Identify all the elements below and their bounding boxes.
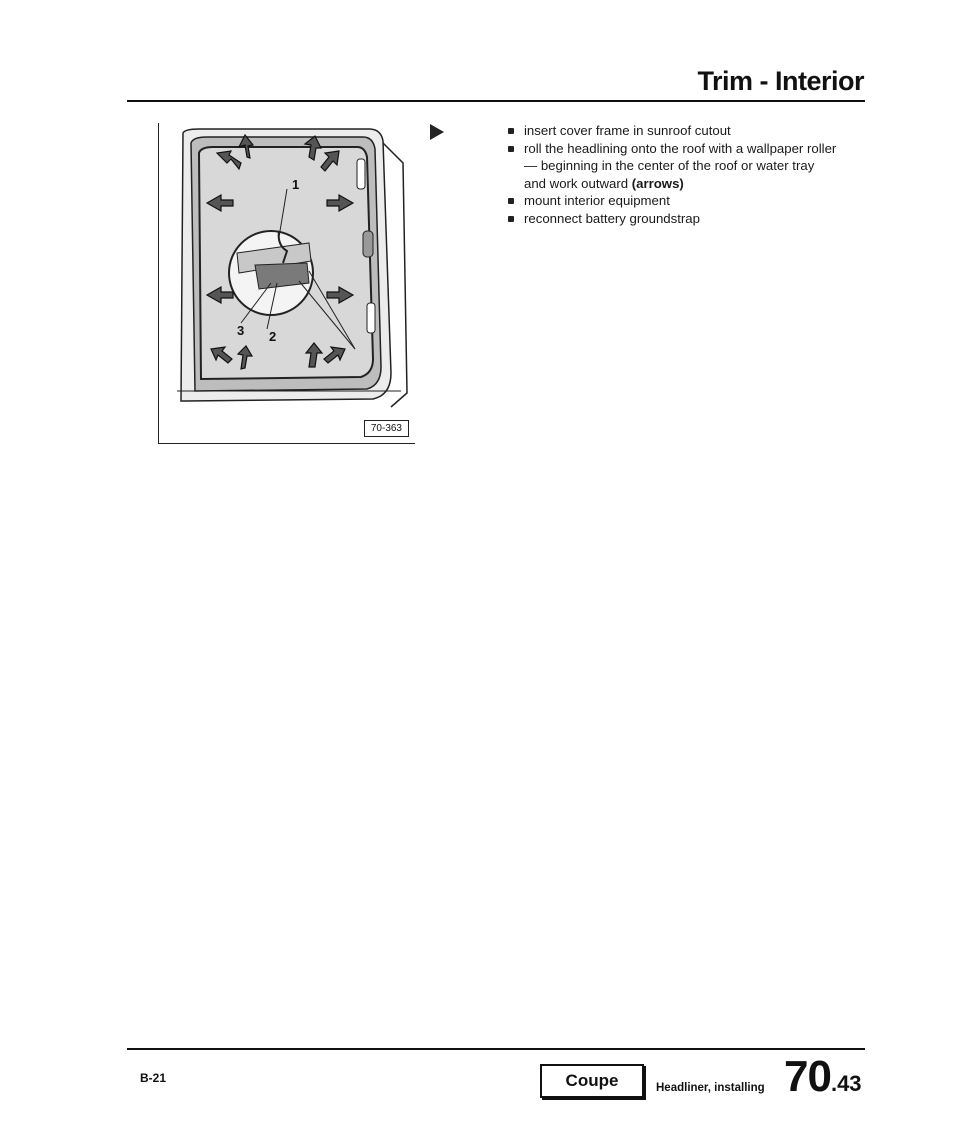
step-item: insert cover frame in sunroof cutout	[508, 122, 838, 140]
callout-2: 2	[269, 329, 277, 344]
sunroof-illustration	[159, 123, 415, 443]
page-reference: B-21	[140, 1071, 167, 1085]
arrows-reference: (arrows)	[631, 175, 684, 191]
step-item: reconnect battery groundstrap	[508, 210, 838, 228]
footer-rule	[127, 1048, 865, 1050]
figure-sunroof-diagram	[158, 123, 415, 444]
procedure-steps	[508, 122, 838, 227]
pointer-arrow-icon	[430, 124, 444, 140]
page-number-major: 70	[784, 1052, 831, 1101]
figure-label: 70-363	[364, 420, 409, 437]
page-title: Trim - Interior	[697, 66, 864, 96]
model-badge: Coupe	[540, 1064, 644, 1098]
callout-1: 1	[292, 177, 300, 192]
step-item: mount interior equipment	[508, 192, 838, 210]
section-name: Headliner, installing	[656, 1082, 765, 1094]
step-item: roll the headlining onto the roof with a wallpaper roller — beginning in the center of the roof or water tray and work outward (arrows)	[508, 140, 838, 193]
page-number	[784, 1052, 862, 1102]
page-number-minor: .43	[830, 1071, 862, 1096]
header-rule	[127, 100, 865, 102]
callout-3: 3	[237, 323, 245, 338]
